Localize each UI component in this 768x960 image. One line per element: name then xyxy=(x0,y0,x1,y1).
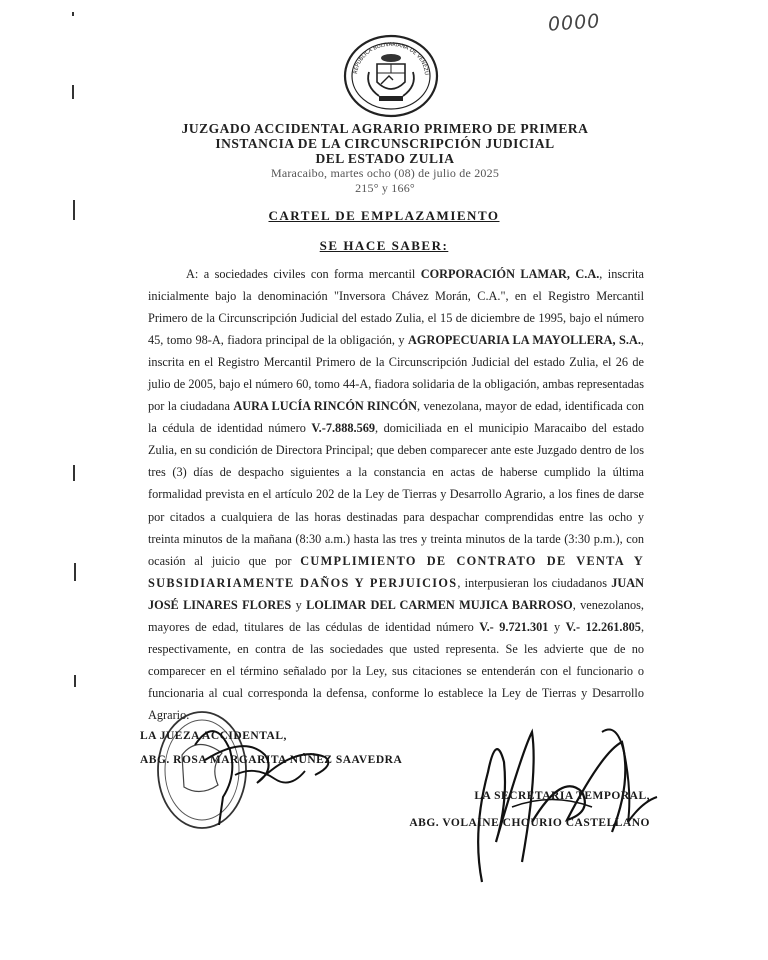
scan-edge-mark xyxy=(74,563,76,581)
body-text: , venezolanos, mayores de edad, titulares de las cédulas de identidad número xyxy=(148,597,644,634)
body-text: y xyxy=(291,597,307,612)
court-header xyxy=(150,121,620,196)
representative-id: V.-7.888.569 xyxy=(311,421,376,436)
company-name-agropecuaria: AGROPECUARIA LA MAYOLLERA, S.A. xyxy=(408,333,641,348)
document-title: CARTEL DE EMPLAZAMIENTO xyxy=(268,208,500,223)
court-name-line-1: JUZGADO ACCIDENTAL AGRARIO PRIMERO DE PRIMERA xyxy=(181,121,589,136)
document-body xyxy=(148,263,644,726)
claim-title: CUMPLIMIENTO DE CONTRATO DE VENTA Y SUBSIDIARIAMENTE DAÑOS Y PERJUICIOS xyxy=(148,553,644,590)
plaintiff-name-1: JUAN JOSÉ LINARES FLORES xyxy=(148,575,644,612)
document-years: 215° y 166° xyxy=(355,181,415,195)
body-text: , interpusieran los ciudadanos xyxy=(457,575,612,590)
body-text: , inscrita en el Registro Mercantil Primero de la Circunscripción Judicial del estado Zulia, el 26 de julio de 2005, bajo el número 60, tomo 44-A, fiadora solidaria de la obligación, ambas representadas por la ciudadana xyxy=(148,333,644,414)
court-name-line-3: DEL ESTADO ZULIA xyxy=(315,151,455,166)
body-paragraph xyxy=(148,263,644,726)
scan-edge-mark xyxy=(74,675,76,687)
seal-text: REPÚBLICA BOLIVARIANA DE VENEZU xyxy=(353,41,430,76)
representative-name: AURA LUCÍA RINCÓN RINCÓN xyxy=(233,399,418,414)
scan-edge-mark xyxy=(72,12,74,16)
body-text: , venezolana, mayor de edad, identificada con la cédula de identidad número xyxy=(148,399,644,436)
body-text: , respectivamente, en contra de las sociedades que usted representa. Se les advierte que de no comparecer en el término señalado por la Ley, sus citaciones se entenderán con el funcionario o funcionaria al cual corresponda la defensa, conforme lo establece la Ley de Tierras y Desarrollo Agrario. xyxy=(148,619,645,722)
judge-title: LA JUEZA ACCIDENTAL, xyxy=(140,730,287,742)
secretary-title: LA SECRETARIA TEMPORAL, xyxy=(474,790,650,802)
plaintiff-id-1: V.- 9.721.301 xyxy=(479,619,549,634)
court-name-line-2: INSTANCIA DE LA CIRCUNSCRIPCIÓN JUDICIAL xyxy=(215,136,555,151)
body-text: A: a sociedades civiles con forma mercantil xyxy=(186,267,421,281)
handwritten-note: 0000 xyxy=(547,10,602,36)
coat-of-arms-icon xyxy=(368,54,414,101)
plaintiff-id-2: V.- 12.261.805 xyxy=(565,619,641,634)
plaintiff-name-2: LOLIMAR DEL CARMEN MUJICA BARROSO xyxy=(306,597,573,612)
secretary-signature-block xyxy=(400,783,650,837)
secretary-name: ABG. VOLAINE CHOURIO CASTELLANO xyxy=(409,817,650,829)
judge-name: ABG. ROSA MARGARITA NÚÑEZ SAAVEDRA xyxy=(140,754,403,766)
judge-signature xyxy=(175,705,365,825)
scan-edge-mark xyxy=(73,465,75,481)
company-name-lamar: CORPORACIÓN LAMAR, C.A. xyxy=(420,267,600,281)
scan-edge-mark xyxy=(72,85,74,99)
document-subtitle: SE HACE SABER: xyxy=(319,238,449,253)
body-text: , inscrita inicialmente bajo la denominación "Inversora Chávez Morán, C.A.", en el Registro Mercantil Primero de la Circunscripción Judicial del estado Zulia, el 15 de diciembre de 1995, bajo el número 45, tomo 98-A, fiadora principal de la obligación, y xyxy=(148,267,645,348)
court-seal xyxy=(343,32,439,120)
document-date: Maracaibo, martes ocho (08) de julio de 2025 xyxy=(270,166,500,180)
body-text: y xyxy=(548,619,566,634)
body-text: , domiciliada en el municipio Maracaibo del estado Zulia, en su condición de Directora Principal; que deben comparecer ante este Juzgado dentro de los tres (3) días de despacho siguientes a la constancia en actas de haberse cumplido la última formalidad prevista en el artículo 202 de la Ley de Tierras y Desarrollo Agrario, a los fines de darse por citados a cualquiera de las horas destinadas para despachar comprendidas entre las ocho y treinta minutos de la mañana (8:30 a.m.) hasta las tres y treinta minutos de la tarde (3:30 p.m.), con ocasión al juicio que por xyxy=(148,421,644,568)
